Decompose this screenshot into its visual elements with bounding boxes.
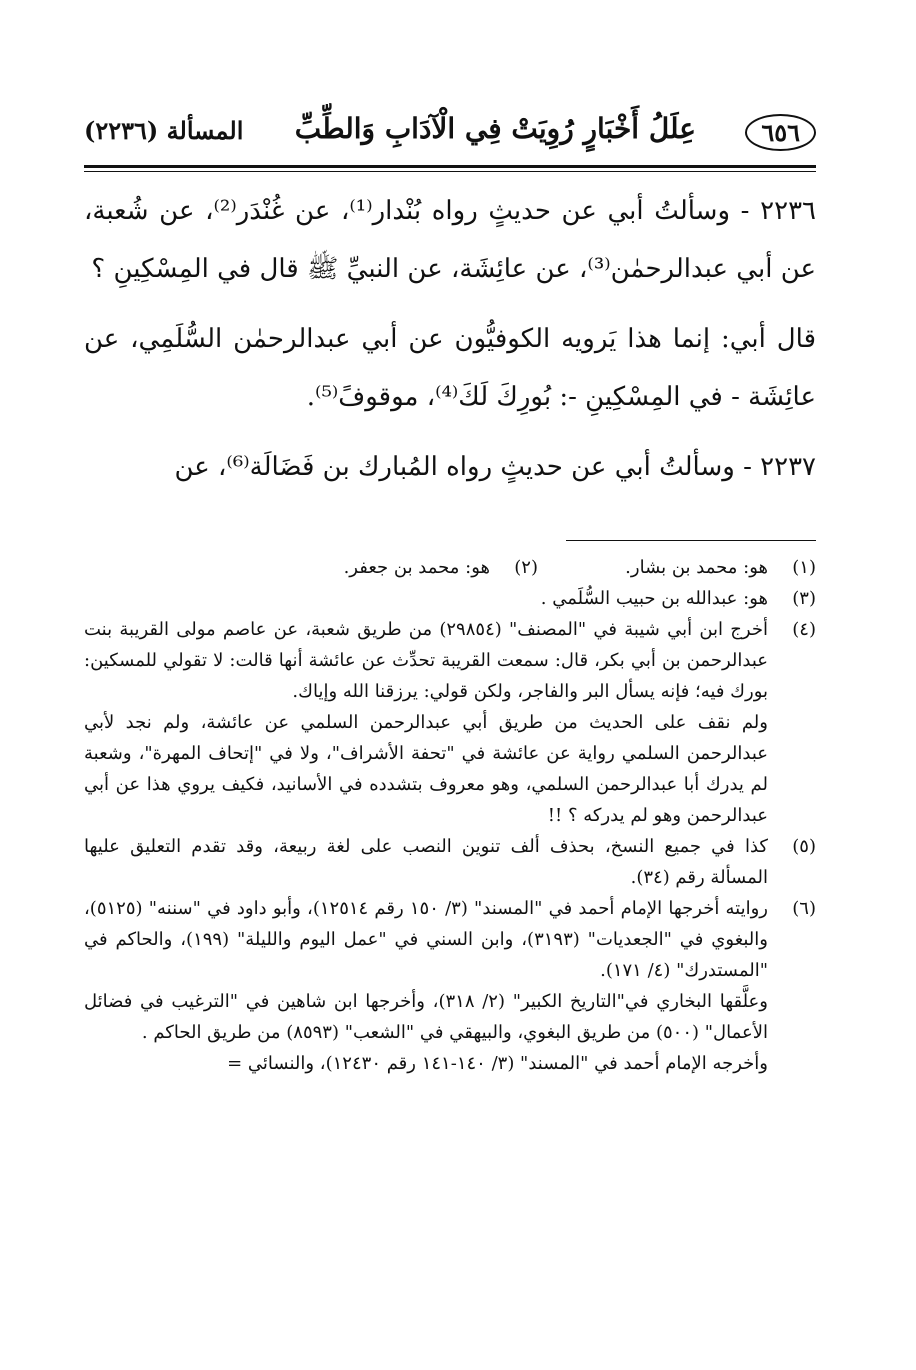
footnote-text: كذا في جميع النسخ، بحذف ألف تنوين النصب على لغة ربيعة، وقد تقدم التعليق عليها المسألة رقم (٣٤). [84, 836, 768, 888]
header-rule-thick [84, 165, 816, 168]
footnote-5 [84, 831, 816, 893]
question-2236: ٢٢٣٦ - وسألتُ أبي عن حديثٍ رواه بُنْدار⁽¹⁾، عن غُنْدَر⁽²⁾، عن شُعبة، عن أبي عبدالرحمٰن⁽³⁾، عن عائِشَة، عن النبيِّ ﷺ قال في المِسْكِينِ ؟ [84, 196, 816, 284]
footnote-divider [566, 540, 816, 541]
footnote-text: أخرج ابن أبي شيبة في "المصنف" (٢٩٨٥٤) من طريق شعبة، عن عاصم مولى القريبة بنت عبدالرحمن بن أبي بكر، قال: سمعت القريبة تحدِّث عن عائشة أنها قالت: لا تقولي للمسكين: بورك فيه؛ فإنه يسأل البر والفاجر، ولكن قولي: يرزقنا الله وإياك. [84, 619, 768, 702]
footnote-number: (١) [792, 557, 816, 578]
footnote-text: هو: عبدالله بن حبيب السُّلَمي . [540, 588, 768, 609]
issue-label: المسألة (٢٢٣٦) [84, 116, 244, 145]
footnote-text: هو: محمد بن جعفر. [343, 557, 490, 578]
footnote-number: (٥) [792, 836, 816, 857]
page-number: ٦٥٦ [745, 114, 816, 151]
answer-2236: قال أبي: إنما هذا يَرويه الكوفيُّون عن أبي عبدالرحمٰن السُّلَمِي، عن عائِشَة - في المِسْكِينِ -: بُورِكَ لَكَ⁽⁴⁾، موقوفً⁽⁵⁾. [84, 324, 816, 412]
footnote-6 [84, 893, 816, 1079]
footnote-number: (٦) [792, 898, 816, 919]
footnote-text: وعلَّقها البخاري في"التاريخ الكبير" (٢/ ٣١٨)، وأخرجها ابن شاهين في "الترغيب في فضائل الأعمال" (٥٠٠) من طريق البغوي، والبيهقي في "الشعب" (٨٥٩٣) من طريق الحاكم . [84, 991, 768, 1043]
header-rule-thin [84, 171, 816, 172]
footnote-1-2 [84, 552, 816, 583]
footnote-number: (٣) [792, 588, 816, 609]
page-header [84, 108, 816, 164]
question-2237: ٢٢٣٧ - وسألتُ أبي عن حديثٍ رواه المُبارك بن فَضَالَة⁽⁶⁾، عن [174, 452, 816, 482]
footnote-text: ولم نقف على الحديث من طريق أبي عبدالرحمن السلمي عن عائشة، ولم نجد لأبي عبدالرحمن السلمي رواية عن عائشة في "تحفة الأشراف"، ولا في "إتحاف المهرة"، وشعبة لم يدرك أبا عبدالرحمن السلمي، وهو معروف بتشدده في الأسانيد، فكيف يروي هذا عن أبي عبدالرحمن وهو لم يدركه ؟ !! [84, 712, 768, 826]
footnote-number: (٢) [514, 557, 538, 578]
footnote-text: هو: محمد بن بشار. [625, 557, 768, 578]
main-text [84, 182, 816, 508]
book-title: عِلَلُ أَخْبَارٍ رُوِيَتْ فِي الْآدَابِ وَالطِّبِّ [294, 112, 696, 145]
footnote-number: (٤) [792, 619, 816, 640]
footnotes [84, 552, 816, 1079]
footnote-4 [84, 614, 816, 831]
footnote-text: وأخرجه الإمام أحمد في "المسند" (٣/ ١٤٠-١٤١ رقم ١٢٤٣٠)، والنسائي = [227, 1053, 768, 1074]
footnote-3 [84, 583, 816, 614]
footnote-text: روايته أخرجها الإمام أحمد في "المسند" (٣/ ١٥٠ رقم ١٢٥١٤)، وأبو داود في "سننه" (٥١٢٥)، والبغوي في "الجعديات" (٣١٩٣)، وابن السني في "عمل اليوم والليلة" (١٩٩)، والحاكم في "المستدرك" (٤/ ١٧١). [84, 898, 768, 981]
